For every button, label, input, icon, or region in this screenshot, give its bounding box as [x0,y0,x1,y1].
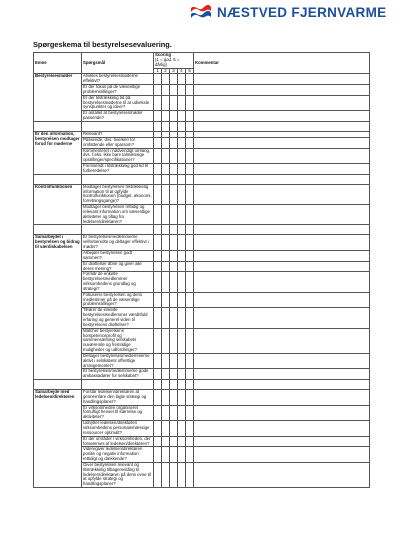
score-cell[interactable] [170,74,178,85]
question-row [34,251,370,262]
empty-cell [194,380,370,390]
empty-cell [194,225,370,235]
topic-cell: Kontrolfunktionen [34,184,82,225]
question-row [34,261,370,272]
question-row [34,369,370,380]
score-cell[interactable] [162,261,170,272]
empty-cell [178,380,186,390]
topic-cell: Er den information, bestyrelsen modtager forud for møderne [34,131,82,174]
question-row [34,148,370,164]
comment-cell[interactable] [194,292,370,308]
comment-cell[interactable] [194,205,370,225]
brand-logo [190,4,396,22]
score-cell[interactable] [162,308,170,328]
score-cell[interactable] [186,421,194,437]
comment-cell[interactable] [194,137,370,148]
score-cell[interactable] [154,148,162,164]
score-cell[interactable] [178,369,186,380]
question-cell: Fremsendt i tilstrækkelig god tid til forberedelse? [82,164,154,175]
empty-cell [154,121,162,131]
empty-cell [82,225,154,235]
empty-cell [194,174,370,184]
score-number: 4 [178,68,186,74]
comment-cell[interactable] [194,421,370,437]
score-cell[interactable] [162,137,170,148]
empty-cell [162,174,170,184]
score-cell[interactable] [170,111,178,122]
question-cell: Relevant? [82,131,154,137]
score-cell[interactable] [186,462,194,487]
score-cell[interactable] [178,292,186,308]
question-cell: Er bestyrelsesmedlemmerne velforberedte og deltager effektivt i møder? [82,235,154,251]
comment-cell[interactable] [194,308,370,328]
empty-cell [154,174,162,184]
score-cell[interactable] [154,328,162,353]
header-question: Spørgsmål [82,53,154,74]
score-cell[interactable] [170,205,178,225]
score-cell[interactable] [162,164,170,175]
comment-cell[interactable] [194,272,370,292]
question-cell: Modtager bestyrelsen rettidig og relevant information om væsentlige aktiviteter og tiltag fra ledelsen/direktøren? [82,205,154,225]
score-cell[interactable] [178,95,186,111]
score-cell[interactable] [170,164,178,175]
score-cell[interactable] [178,148,186,164]
score-cell[interactable] [170,292,178,308]
score-cell[interactable] [178,390,186,406]
score-cell[interactable] [154,85,162,96]
score-cell[interactable] [186,137,194,148]
score-cell[interactable] [154,308,162,328]
question-row [34,292,370,308]
question-row [34,205,370,225]
score-cell[interactable] [154,261,162,272]
empty-cell [170,225,178,235]
question-cell: Giver bestyrelsen relevant og tilstrækkelig tilbagemelding til ledelsen/direktøren på dens evne til at opfylde strategi og handlingsplaner? [82,462,154,487]
header-scoring [154,53,194,69]
score-cell[interactable] [162,74,170,85]
score-cell[interactable] [186,328,194,353]
score-cell[interactable] [162,235,170,251]
score-cell[interactable] [154,95,162,111]
score-cell[interactable] [186,205,194,225]
score-cell[interactable] [170,328,178,353]
document-title: Spørgeskema til bestyrelsesevaluering. [33,40,172,49]
score-number: 5 [186,68,194,74]
score-cell[interactable] [178,447,186,463]
score-cell[interactable] [178,137,186,148]
score-cell[interactable] [154,353,162,369]
header-comment: Kommentar [194,53,370,74]
question-cell: Formår de enkelte bestyrelsesmedlemmer virksomhedens grundlag og strategi? [82,272,154,292]
score-cell[interactable] [186,85,194,96]
question-row [34,85,370,96]
score-number: 2 [162,68,170,74]
questionnaire-table [33,52,370,488]
score-cell[interactable] [162,272,170,292]
score-cell[interactable] [186,95,194,111]
comment-cell[interactable] [194,74,370,85]
score-number: 3 [170,68,178,74]
empty-cell [170,121,178,131]
score-cell[interactable] [162,405,170,421]
question-row [34,74,370,85]
question-cell: Modtager bestyrelsen tilstrækkelig information til at opfylde kontrolfunktionen (budget, økonomi, forretningsgange)? [83,184,152,204]
score-cell[interactable] [154,369,162,380]
question-cell: Fokuserer bestyrelsen og dens medlemmer på de væsentlige problemstillinger? [82,292,154,308]
question-cell: Arbejder bestyrelsen godt sammen? [82,251,154,262]
score-cell[interactable] [178,251,186,262]
empty-cell [178,225,186,235]
comment-cell[interactable] [194,164,370,175]
empty-cell [154,380,162,390]
comment-cell[interactable] [194,95,370,111]
score-cell[interactable] [186,447,194,463]
score-cell[interactable] [186,272,194,292]
comment-cell[interactable] [194,369,370,380]
score-cell[interactable] [162,111,170,122]
comment-cell[interactable] [194,436,370,447]
comment-cell[interactable] [194,148,370,164]
score-cell[interactable] [170,405,178,421]
score-cell[interactable] [162,85,170,96]
topic-cell: Samarbejdet i bestyrelsen og bidrag til værdiskabelsen [34,235,82,380]
header-topic: Emne [34,53,82,74]
empty-cell [34,225,82,235]
score-cell[interactable] [186,148,194,164]
question-cell: Er der områder i virksomheden, der forsømmes af ledelsen/direktøren? [82,436,154,447]
score-cell[interactable] [186,164,194,175]
score-cell[interactable] [170,261,178,272]
score-cell[interactable] [186,353,194,369]
score-cell[interactable] [162,462,170,487]
score-cell[interactable] [186,235,194,251]
topic-cell: Samarbejde med ledelsen/direktøren [34,390,82,488]
score-cell[interactable] [154,111,162,122]
question-cell: Videregiver ledelsen/direktøren positiv og negativ information rettidigt og dækkende? [82,447,154,463]
question-row [34,447,370,463]
score-cell[interactable] [154,137,162,148]
score-cell[interactable] [162,205,170,225]
empty-cell [162,225,170,235]
score-cell[interactable] [170,462,178,487]
question-row [34,328,370,353]
score-cell[interactable] [170,369,178,380]
question-row [34,95,370,111]
score-cell[interactable] [178,235,186,251]
question-row [34,405,370,421]
empty-cell [82,174,154,184]
score-cell[interactable] [178,421,186,437]
question-row [34,235,370,251]
score-cell[interactable] [170,235,178,251]
score-cell[interactable] [178,436,186,447]
score-cell[interactable] [186,308,194,328]
flame-wave-logo-icon [190,4,212,21]
score-cell[interactable] [154,405,162,421]
score-cell[interactable] [170,272,178,292]
score-cell[interactable] [178,328,186,353]
score-cell[interactable] [154,390,162,406]
question-row [34,111,370,122]
section-spacer-row [34,121,370,131]
score-cell[interactable] [154,447,162,463]
score-cell[interactable] [162,421,170,437]
question-row [34,421,370,437]
question-cell: Passende, dvs. hverken for omfattende eller sparsom? [82,137,154,148]
score-cell[interactable] [170,251,178,262]
empty-cell [170,174,178,184]
topic-cell: Bestyrelsesmøder [34,74,82,122]
score-cell[interactable] [178,353,186,369]
score-cell[interactable] [178,205,186,225]
score-cell[interactable] [186,369,194,380]
score-cell[interactable] [186,111,194,122]
score-cell[interactable] [178,261,186,272]
score-cell[interactable] [162,148,170,164]
score-cell[interactable] [178,111,186,122]
score-cell[interactable] [178,462,186,487]
comment-cell[interactable] [194,261,370,272]
score-cell[interactable] [170,137,178,148]
score-cell[interactable] [186,184,194,204]
score-cell[interactable] [162,184,170,204]
header-scoring-scale: (1 = god, 5 = dårlig) [155,56,180,67]
comment-cell[interactable] [194,251,370,262]
score-cell[interactable] [162,390,170,406]
empty-cell [178,121,186,131]
question-row [34,137,370,148]
empty-cell [178,174,186,184]
empty-cell [154,225,162,235]
score-cell[interactable] [162,251,170,262]
score-cell[interactable] [186,261,194,272]
score-cell[interactable] [186,436,194,447]
question-cell: Er bestyrelsesmedlemmerne gode ambassadører for selskabet? [82,369,154,380]
question-row [34,272,370,292]
question-cell: Forstår ledelsen/direktøren at gennemføre den lagte strategi og handlingsplaner? [82,390,154,406]
score-cell[interactable] [162,447,170,463]
score-cell[interactable] [154,462,162,487]
score-cell[interactable] [154,205,162,225]
empty-cell [186,225,194,235]
question-cell: Er drøftelser åbne og giver alle deres mening? [82,261,154,272]
comment-cell[interactable] [194,353,370,369]
question-cell: Er der tilstrækkelig tid på bestyrelsesmøderne til at udveksle synspunkter og ideer? [82,95,154,111]
empty-cell [34,380,82,390]
question-cell: Afvikles bestyrelsesmøderne effektivt? [82,74,154,85]
brand-name: NÆSTVED FJERNVARME [217,5,387,20]
score-cell[interactable] [170,308,178,328]
empty-cell [82,121,154,131]
score-cell[interactable] [162,292,170,308]
score-cell[interactable] [170,353,178,369]
question-row [34,164,370,175]
question-row [34,436,370,447]
question-cell: Er virksomheden organiseret fornuftigt henset til størrelse og aktiviteter? [82,405,154,421]
comment-cell[interactable] [194,405,370,421]
score-cell[interactable] [170,436,178,447]
score-cell[interactable] [162,369,170,380]
score-cell[interactable] [186,405,194,421]
score-cell[interactable] [162,353,170,369]
question-cell: Er antallet af bestyrelsesmøder passende? [82,111,154,122]
comment-cell[interactable] [194,390,370,406]
question-cell: Udnytter ledelsen/direktøren virksomhedens personalemæssige ressourcer optimalt? [82,421,154,437]
empty-cell [194,121,370,131]
score-cell[interactable] [154,184,162,204]
score-cell[interactable] [154,235,162,251]
empty-cell [162,121,170,131]
score-cell[interactable] [178,74,186,85]
score-cell[interactable] [186,251,194,262]
question-row [34,390,370,406]
score-cell[interactable] [178,85,186,96]
question-cell: Kommenteret i nødvendigt omfang, dvs. f.eks. ikke bare talmæssige opstillinger/specifikationer? [82,148,154,164]
score-cell[interactable] [178,272,186,292]
score-cell[interactable] [186,292,194,308]
score-cell[interactable] [170,184,178,204]
score-cell[interactable] [186,390,194,406]
question-cell: Tilfører de enkelte bestyrelsesmedlemmer værditfuld erfaring og generel viden til bestyrelsens drøftelser? [82,308,154,328]
score-cell[interactable] [186,74,194,85]
score-cell[interactable] [170,85,178,96]
section-spacer-row [34,174,370,184]
question-row [34,308,370,328]
empty-cell [162,380,170,390]
score-cell[interactable] [178,308,186,328]
question-row [34,353,370,369]
section-spacer-row [34,380,370,390]
empty-cell [186,174,194,184]
empty-cell [82,380,154,390]
score-cell[interactable] [154,436,162,447]
score-cell[interactable] [154,272,162,292]
score-cell[interactable] [170,148,178,164]
score-cell[interactable] [162,328,170,353]
score-cell[interactable] [162,95,170,111]
score-cell[interactable] [154,74,162,85]
score-cell[interactable] [178,184,186,204]
score-cell[interactable] [154,251,162,262]
score-cell[interactable] [162,436,170,447]
question-cell: Er der fokus på de væsentlige problemstillinger? [82,85,154,96]
header-scoring-label: Scoring [155,52,171,57]
comment-cell[interactable] [194,462,370,487]
score-cell[interactable] [170,390,178,406]
score-cell[interactable] [178,164,186,175]
score-number: 1 [154,68,162,74]
empty-cell [34,121,82,131]
score-cell[interactable] [170,95,178,111]
comment-cell[interactable] [194,85,370,96]
score-cell[interactable] [170,421,178,437]
empty-cell [186,121,194,131]
score-cell[interactable] [154,421,162,437]
comment-cell[interactable] [194,447,370,463]
comment-cell[interactable] [194,184,370,204]
section-spacer-row [34,225,370,235]
comment-cell[interactable] [194,328,370,353]
score-cell[interactable] [170,447,178,463]
score-cell[interactable] [154,164,162,175]
score-cell[interactable] [154,292,162,308]
question-row [34,462,370,487]
question-cell: Matcher bestyrelsens kompetenceprofil og sammensætning selskabets nuværende og fremtidige muligheder og udfordringer? [82,328,154,353]
comment-cell[interactable] [194,235,370,251]
empty-cell [186,380,194,390]
question-cell: Deltager bestyrelsesmedlemmerne aktivt i selskabets offentlige arrangementer? [82,353,154,369]
empty-cell [170,380,178,390]
question-row [34,184,370,204]
comment-cell[interactable] [194,111,370,122]
empty-cell [34,174,82,184]
score-cell[interactable] [178,405,186,421]
